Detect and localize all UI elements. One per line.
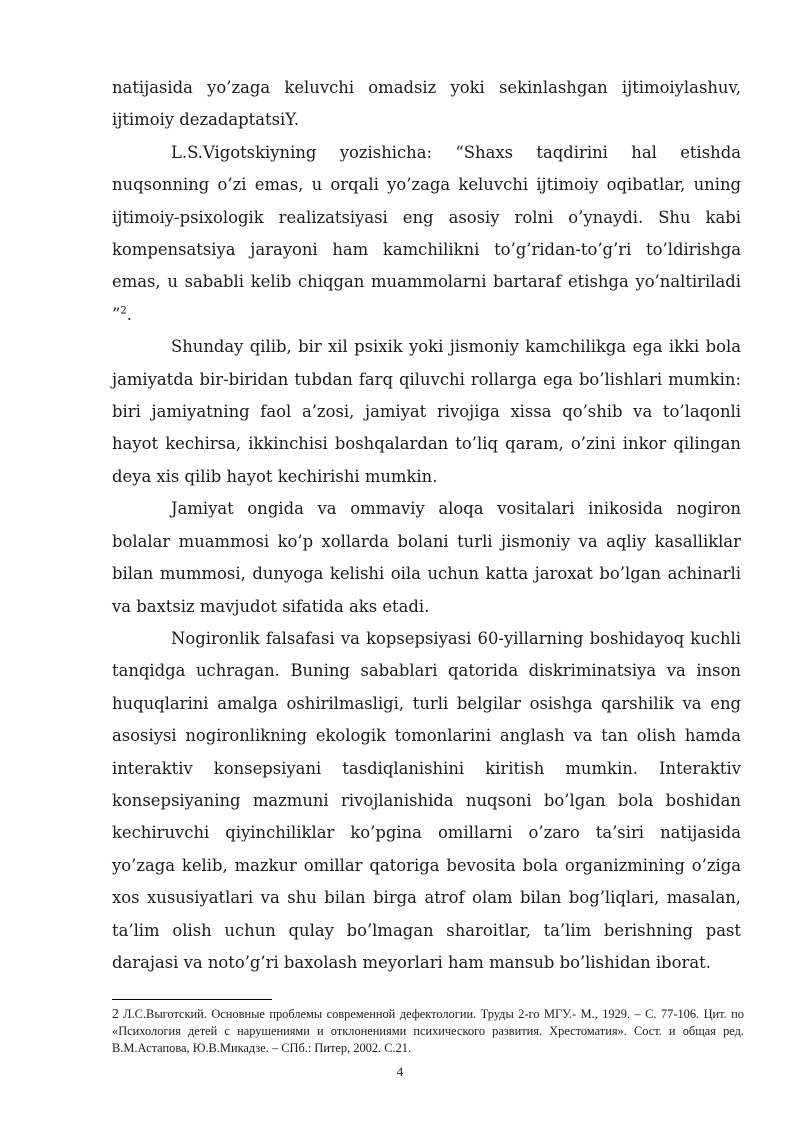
paragraph-text: L.S.Vigotskiyning yozishicha: “Shaxs taqdirini hal etishda nuqsonning o’zi emas, u orqali yo’zaga keluvchi ijtimoiy oqibatlar, uning ijtimoiy-psixologik realizatsiyasi eng asosiy rolni o’ynaydi. Shu kabi kompensatsiya jarayoni ham kamchilikni to’g’ridan-to’g’ri to’ldirishga emas, u sababli kelib chiqgan muammolarni bartaraf etishga yo’naltiriladi ” — [112, 142, 741, 324]
paragraph — [112, 623, 741, 979]
footnote — [112, 1006, 744, 1056]
paragraph-text: Jamiyat ongida va ommaviy aloqa vositalari inikosida nogiron bolalar muammosi ko’p xollarda bolani turli jismoniy va aqliy kasalliklar bilan mummosi, dunyoga kelishi oila uchun katta jaroxat bo’lgan achinarli va baxtsiz mavjudot sifatida aks etadi. — [112, 499, 741, 616]
paragraph-tail: . — [126, 304, 132, 324]
footnote-text: Л.С.Выготский. Основные проблемы современной дефектологии. Труды 2-го МГУ.- М., 1929. – С. 77-106. Цит. по «Психология детей с нарушениями и отклонениями психического развития. Хрестоматия». Сост. и общая ред. В.М.Астапова, Ю.В.Микадзе. – СПб.: Питер, 2002. С.21. — [112, 1007, 744, 1055]
paragraph-text: Shunday qilib, bir xil psixik yoki jismoniy kamchilikga ega ikki bola jamiyatda bir-biridan tubdan farq qiluvchi rollarga ega bo’lishlari mumkin: biri jamiyatning faol a’zosi, jamiyat rivojiga xissa qo’shib va to’laqonli hayot kechirsa, ikkinchisi boshqalardan to’liq qaram, o’zini inkor qilingan deya xis qilib hayot kechirishi mumkin. — [112, 337, 741, 486]
paragraph — [112, 72, 741, 137]
footnote-number: 2 — [112, 1006, 119, 1021]
paragraph-text: Nogironlik falsafasi va kopsepsiyasi 60-yillarning boshidayoq kuchli tanqidga uchragan. Buning sabablari qatorida diskriminatsiya va inson huquqlarini amalga oshirilmasligi, turli belgilar osishga qarshilik va eng asosiysi nogironlikning ekologik tomonlarini anglash va tan olish hamda interaktiv konsepsiyani tasdiqlanishini kiritish mumkin. Interaktiv konsepsiyaning mazmuni rivojlanishida nuqsoni bo’lgan bola boshidan kechiruvchi qiyinchiliklar ko’pgina omillarni o’zaro ta’siri natijasida yo’zaga kelib, mazkur omillar qatoriga bevosita bola organizmining o’ziga xos xususiyatlari va shu bilan birga atrof olam bilan bog’liqlari, masalan, ta’lim olish uchun qulay bo’lmagan sharoitlar, ta’lim berishning past darajasi va noto’g’ri baxolash meyorlari ham mansub bo’lishidan iborat. — [112, 628, 741, 972]
paragraph — [112, 331, 741, 493]
page-number: 4 — [396, 1064, 404, 1079]
footnote-separator — [112, 999, 272, 1000]
footnote-reference: 2 — [120, 305, 127, 317]
paragraph — [112, 137, 741, 331]
paragraph — [112, 493, 741, 623]
paragraph-text: natijasida yo’zaga keluvchi omadsiz yoki sekinlashgan ijtimoiylashuv, ijtimoiy dezadaptatsiY. — [112, 78, 741, 130]
body-text — [112, 72, 741, 979]
